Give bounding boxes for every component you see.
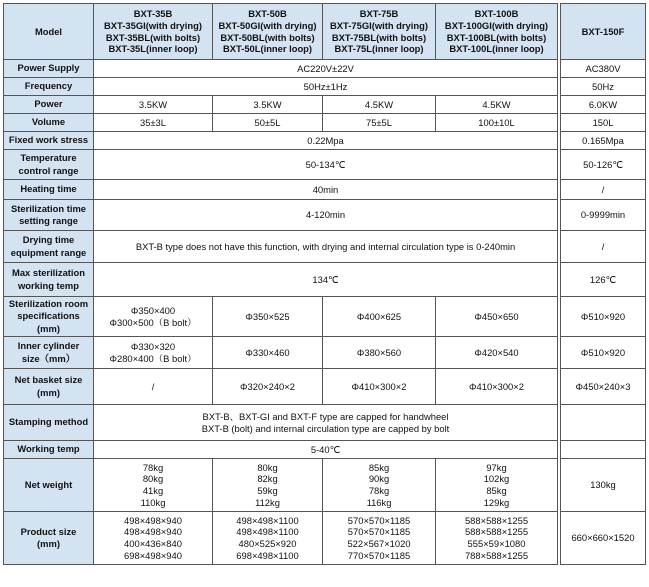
temperature-control-value: 50-134℃ <box>94 150 558 180</box>
net-basket-value: Φ410×300×2 <box>436 369 558 405</box>
net-weight-value: 97kg 102kg 85kg 129kg <box>436 459 558 512</box>
inner-cylinder-value: Φ330×320 Φ280×400（B bolt） <box>94 337 213 369</box>
net-weight-value: 80kg 82kg 59kg 112kg <box>213 459 323 512</box>
row-label: Max sterilization working temp <box>4 263 94 297</box>
net-weight-value: 85kg 90kg 78kg 116kg <box>323 459 436 512</box>
row-power <box>4 96 646 114</box>
row-label: Fixed work stress <box>4 132 94 150</box>
model-header-50: BXT-50B BXT-50GI(with drying) BXT-50BL(with bolts) BXT-50L(inner loop) <box>213 4 323 60</box>
power-value: 3.5KW <box>213 96 323 114</box>
model-header-150f: BXT-150F <box>561 4 646 60</box>
model-header-75: BXT-75B BXT-75GI(with drying) BXT-75BL(with bolts) BXT-75L(inner loop) <box>323 4 436 60</box>
row-fixed-work-stress <box>4 132 646 150</box>
row-net-weight <box>4 459 646 512</box>
product-size-value: 498×498×940 498×498×940 400×436×840 698×498×940 <box>94 512 213 565</box>
power-supply-150f: AC380V <box>561 60 646 78</box>
fixed-work-stress-150f: 0.165Mpa <box>561 132 646 150</box>
net-weight-value: 78kg 80kg 41kg 110kg <box>94 459 213 512</box>
row-sterilization-room <box>4 297 646 337</box>
power-value: 4.5KW <box>436 96 558 114</box>
row-label: Working temp <box>4 441 94 459</box>
row-label: Sterilization time setting range <box>4 200 94 231</box>
net-basket-value: Φ320×240×2 <box>213 369 323 405</box>
header-row <box>4 4 646 60</box>
sterilization-room-value: Φ400×625 <box>323 297 436 337</box>
row-product-size <box>4 512 646 565</box>
sterilization-time-value: 4-120min <box>94 200 558 231</box>
row-label: Temperature control range <box>4 150 94 180</box>
sterilization-room-value: Φ350×525 <box>213 297 323 337</box>
temperature-control-150f: 50-126℃ <box>561 150 646 180</box>
net-basket-value: / <box>94 369 213 405</box>
net-weight-150f: 130kg <box>561 459 646 512</box>
row-label: Sterilization room specifications (mm) <box>4 297 94 337</box>
product-size-value: 498×498×1100 498×498×1100 480×525×920 698×498×1100 <box>213 512 323 565</box>
row-frequency <box>4 78 646 96</box>
row-label: Product size (mm) <box>4 512 94 565</box>
product-size-value: 588×588×1255 588×588×1255 555×59×1080 788×588×1255 <box>436 512 558 565</box>
row-label: Net basket size (mm) <box>4 369 94 405</box>
row-drying-time <box>4 231 646 263</box>
sterilization-time-150f: 0-9999min <box>561 200 646 231</box>
row-label: Drying time equipment range <box>4 231 94 263</box>
volume-value: 50±5L <box>213 114 323 132</box>
max-sterilization-temp-150f: 126℃ <box>561 263 646 297</box>
model-header-100: BXT-100B BXT-100GI(with drying) BXT-100BL(with bolts) BXT-100L(inner loop) <box>436 4 558 60</box>
net-basket-value: Φ410×300×2 <box>323 369 436 405</box>
inner-cylinder-value: Φ420×540 <box>436 337 558 369</box>
volume-150f: 150L <box>561 114 646 132</box>
model-header-35: BXT-35B BXT-35GI(with drying) BXT-35BL(with bolts) BXT-35L(inner loop) <box>94 4 213 60</box>
row-working-temp <box>4 441 646 459</box>
row-label: Heating time <box>4 180 94 200</box>
power-value: 3.5KW <box>94 96 213 114</box>
row-label: Net weight <box>4 459 94 512</box>
row-label: Power <box>4 96 94 114</box>
row-inner-cylinder <box>4 337 646 369</box>
sterilization-room-value: Φ450×650 <box>436 297 558 337</box>
spec-table <box>3 3 646 565</box>
row-label: Power Supply <box>4 60 94 78</box>
sterilization-room-150f: Φ510×920 <box>561 297 646 337</box>
volume-value: 35±3L <box>94 114 213 132</box>
row-label: Volume <box>4 114 94 132</box>
max-sterilization-temp-value: 134℃ <box>94 263 558 297</box>
fixed-work-stress-value: 0.22Mpa <box>94 132 558 150</box>
model-label: Model <box>4 4 94 60</box>
row-stamping-method <box>4 405 646 441</box>
volume-value: 100±10L <box>436 114 558 132</box>
inner-cylinder-value: Φ330×460 <box>213 337 323 369</box>
volume-value: 75±5L <box>323 114 436 132</box>
heating-time-value: 40min <box>94 180 558 200</box>
sterilization-room-value: Φ350×400 Φ300×500（B bolt） <box>94 297 213 337</box>
row-net-basket <box>4 369 646 405</box>
inner-cylinder-150f: Φ510×920 <box>561 337 646 369</box>
frequency-value: 50Hz±1Hz <box>94 78 558 96</box>
row-max-sterilization-temp <box>4 263 646 297</box>
power-supply-value: AC220V±22V <box>94 60 558 78</box>
working-temp-150f <box>561 441 646 459</box>
row-heating-time <box>4 180 646 200</box>
row-label: Frequency <box>4 78 94 96</box>
heating-time-150f: / <box>561 180 646 200</box>
product-size-value: 570×570×1185 570×570×1185 522×567×1020 770×570×1185 <box>323 512 436 565</box>
power-150f: 6.0KW <box>561 96 646 114</box>
stamping-method-150f <box>561 405 646 441</box>
working-temp-value: 5-40℃ <box>94 441 558 459</box>
inner-cylinder-value: Φ380×560 <box>323 337 436 369</box>
power-value: 4.5KW <box>323 96 436 114</box>
row-sterilization-time <box>4 200 646 231</box>
row-label: Stamping method <box>4 405 94 441</box>
row-temperature-control <box>4 150 646 180</box>
product-size-150f: 660×660×1520 <box>561 512 646 565</box>
drying-time-value: BXT-B type does not have this function, with drying and internal circulation type is 0-240min <box>94 231 558 263</box>
row-label: Inner cylinder size（mm） <box>4 337 94 369</box>
stamping-method-value: BXT-B、BXT-GI and BXT-F type are capped for handwheel BXT-B (bolt) and internal circulation type are capped by bolt <box>94 405 558 441</box>
net-basket-150f: Φ450×240×3 <box>561 369 646 405</box>
row-volume <box>4 114 646 132</box>
frequency-150f: 50Hz <box>561 78 646 96</box>
drying-time-150f: / <box>561 231 646 263</box>
row-power-supply <box>4 60 646 78</box>
